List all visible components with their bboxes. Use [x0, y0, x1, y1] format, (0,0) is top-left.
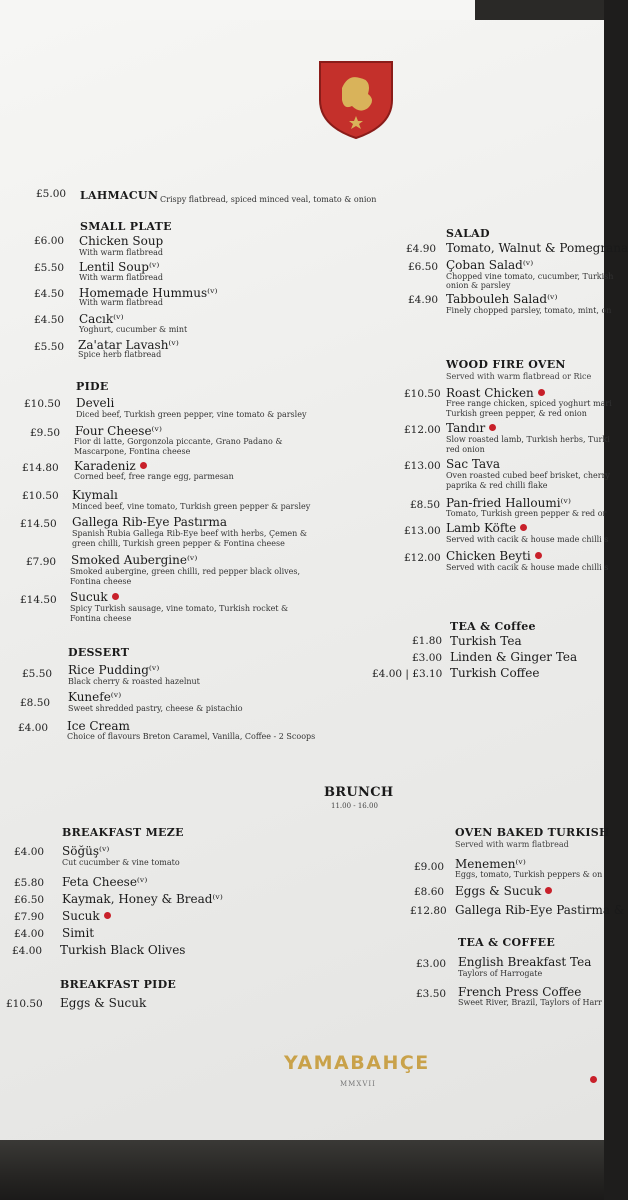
item-price: £4.00	[18, 722, 49, 734]
item-name: Rice Pudding⁽ᵛ⁾	[68, 663, 160, 677]
item-name: Chicken Beyti	[446, 549, 542, 563]
item-price: £7.90	[14, 911, 45, 923]
item-desc: Served with cacik & house made chilli s	[446, 563, 609, 572]
item-desc: Mascarpone, Fontina cheese	[74, 447, 191, 456]
item-name: English Breakfast Tea	[458, 955, 592, 969]
item-price: £10.50	[22, 490, 59, 502]
section-title-salad: SALAD	[446, 227, 490, 240]
item-desc: With warm flatbread	[79, 298, 164, 307]
item-price: £10.50	[6, 998, 43, 1010]
item-desc: Diced beef, Turkish green pepper, vine tomato & parsley	[76, 410, 307, 419]
item-price: £3.00	[412, 652, 443, 664]
item-desc: Spicy Turkish sausage, vine tomato, Turkish rocket &	[70, 604, 289, 613]
item-name: Sucuk	[62, 909, 111, 923]
item-name: Çoban Salad⁽ᵛ⁾	[446, 258, 534, 272]
item-name: Karadeniz	[74, 459, 147, 473]
item-desc: Smoked aubergine, green chilli, red pepper black olives,	[70, 567, 301, 576]
item-name: Feta Cheese⁽ᵛ⁾	[62, 875, 148, 889]
item-price: £9.00	[414, 861, 445, 873]
item-desc: Black cherry & roasted hazelnut	[68, 677, 200, 686]
item-desc: Eggs, tomato, Turkish peppers & on	[455, 870, 603, 879]
section-subtitle: Served with warm flatbread	[455, 840, 569, 849]
item-name: Turkish Tea	[450, 634, 522, 648]
brand-logo: YAMABAHÇE	[284, 1052, 430, 1074]
item-price: £10.50	[24, 398, 61, 410]
item-desc: Turkish green pepper, & red onion	[446, 409, 587, 418]
house-special-icon	[140, 462, 147, 469]
item-name: Eggs & Sucuk	[60, 996, 147, 1010]
item-price: £3.50	[416, 988, 447, 1000]
item-desc: Fontina cheese	[70, 577, 132, 586]
item-price: £1.80	[412, 635, 443, 647]
item-price: £13.00	[404, 460, 441, 472]
item-desc: Chopped vine tomato, cucumber, Turkish	[446, 272, 614, 281]
house-special-icon	[545, 887, 552, 894]
item-price: £12.80	[410, 905, 447, 917]
house-special-icon	[535, 552, 542, 559]
item-price: £4.00	[14, 928, 45, 940]
item-desc: Free range chicken, spiced yoghurt mari	[446, 399, 612, 408]
item-desc: Yoghurt, cucumber & mint	[79, 325, 188, 334]
item-name: Linden & Ginger Tea	[450, 650, 578, 664]
brunch-title: BRUNCH	[324, 785, 394, 800]
section-title-breakfast-pide: BREAKFAST PIDE	[60, 978, 177, 991]
item-price: £14.50	[20, 518, 57, 530]
item-name: Gallega Rib-Eye Pastirma &	[455, 903, 625, 917]
item-name: Za'atar Lavash⁽ᵛ⁾	[78, 338, 179, 352]
item-desc: Fior di latte, Gorgonzola piccante, Grano Padano &	[74, 437, 283, 446]
item-desc: red onion	[446, 445, 485, 454]
item-name: Smoked Aubergine⁽ᵛ⁾	[71, 553, 198, 567]
item-desc: Tomato, Turkish green pepper & red or	[446, 509, 607, 518]
item-name: Ice Cream	[67, 719, 130, 733]
item-name: Four Cheese⁽ᵛ⁾	[75, 424, 162, 438]
section-title-pide: PIDE	[76, 380, 109, 393]
item-price: £6.50	[408, 261, 439, 273]
item-price: £14.50	[20, 594, 57, 606]
item-name: Lentil Soup⁽ᵛ⁾	[79, 260, 160, 274]
item-name: Kıymalı	[72, 488, 118, 502]
brunch-hours: 11.00 - 16.00	[331, 802, 378, 810]
item-name: Turkish Coffee	[450, 666, 540, 680]
item-price: £6.50	[14, 894, 45, 906]
item-price: £4.90	[406, 243, 437, 255]
item-desc: With warm flatbread	[79, 248, 164, 257]
item-name: Simit	[62, 926, 95, 940]
item-price: £7.90	[26, 556, 57, 568]
item-desc: green chilli, Turkish green pepper & Fontina cheese	[72, 539, 285, 548]
item-price: £13.00	[404, 525, 441, 537]
section-title-wood-fire-oven: WOOD FIRE OVEN	[446, 358, 566, 371]
item-name: Cacık⁽ᵛ⁾	[79, 312, 124, 326]
section-title-breakfast-meze: BREAKFAST MEZE	[62, 826, 184, 839]
item-price: £10.50	[404, 388, 441, 400]
item-name: Menemen⁽ᵛ⁾	[455, 857, 526, 871]
item-price: £4.00	[12, 945, 43, 957]
item-name: Tandır	[446, 421, 496, 435]
item-desc: Spanish Rubia Gallega Rib-Eye beef with herbs, Çemen &	[72, 529, 307, 538]
item-name: Gallega Rib-Eye Pastırma	[72, 515, 228, 529]
item-price: £3.00	[416, 958, 447, 970]
house-special-icon	[590, 1076, 597, 1083]
item-desc: paprika & red chilli flake	[446, 481, 548, 490]
house-special-icon	[104, 912, 111, 919]
item-price: £5.50	[34, 341, 65, 353]
item-desc: Finely chopped parsley, tomato, mint, on	[446, 306, 612, 315]
section-title-tea-coffee: TEA & Coffee	[450, 620, 536, 633]
item-desc: Spice herb flatbread	[78, 350, 162, 359]
lahmacun-price: £5.00	[36, 188, 67, 200]
item-name: French Press Coffee	[458, 985, 582, 999]
item-name: Develi	[76, 396, 115, 410]
item-desc: Corned beef, free range egg, parmesan	[74, 472, 234, 481]
section-title-small-plate: SMALL PLATE	[80, 220, 172, 233]
item-name: Chicken Soup	[79, 234, 164, 248]
item-price: £4.00 | £3.10	[372, 668, 443, 680]
item-price: £12.00	[404, 552, 441, 564]
item-price: £8.60	[414, 886, 445, 898]
lahmacun-name: LAHMACUN	[80, 189, 159, 202]
item-name: Pan-fried Halloumi⁽ᵛ⁾	[446, 496, 571, 510]
item-price: £4.50	[34, 314, 65, 326]
item-price: £5.80	[14, 877, 45, 889]
item-name: Roast Chicken	[446, 386, 545, 400]
item-desc: Sweet shredded pastry, cheese & pistachio	[68, 704, 243, 713]
lahmacun-desc: Crispy flatbread, spiced minced veal, tomato & onion	[160, 195, 377, 204]
item-desc: Oven roasted cubed beef brisket, cherry	[446, 471, 610, 480]
item-name: Tomato, Walnut & Pomegrana	[446, 241, 628, 255]
item-name: Kaymak, Honey & Bread⁽ᵛ⁾	[62, 892, 223, 906]
item-name: Sac Tava	[446, 457, 501, 471]
item-desc: Sweet River, Brazil, Taylors of Harr	[458, 998, 602, 1007]
item-price: £8.50	[410, 499, 441, 511]
section-title-dessert: DESSERT	[68, 646, 130, 659]
section-subtitle: Served with warm flatbread or Rice	[446, 372, 592, 381]
brand-year: MMXVII	[340, 1080, 376, 1088]
section-title-oven-baked-turkish: OVEN BAKED TURKISH	[455, 826, 610, 839]
item-name: Sucuk	[70, 590, 119, 604]
house-special-icon	[112, 593, 119, 600]
item-desc: With warm flatbread	[79, 273, 164, 282]
item-desc: Fontina cheese	[70, 614, 132, 623]
item-desc: onion & parsley	[446, 281, 511, 290]
item-price: £5.50	[22, 668, 53, 680]
item-price: £14.80	[22, 462, 59, 474]
item-desc: Slow roasted lamb, Turkish herbs, Turki	[446, 435, 610, 444]
item-price: £6.00	[34, 235, 65, 247]
item-desc: Taylors of Harrogate	[458, 969, 543, 978]
item-price: £4.00	[14, 846, 45, 858]
item-name: Söğüş⁽ᵛ⁾	[62, 844, 110, 858]
section-title-brunch-tea-coffee: TEA & COFFEE	[458, 936, 556, 949]
item-name: Homemade Hummus⁽ᵛ⁾	[79, 286, 218, 300]
item-price: £12.00	[404, 424, 441, 436]
table-edge	[0, 1140, 604, 1200]
item-price: £4.50	[34, 288, 65, 300]
item-name: Kunefe⁽ᵛ⁾	[68, 690, 122, 704]
item-price: £4.90	[408, 294, 439, 306]
item-desc: Cut cucumber & vine tomato	[62, 858, 180, 867]
item-price: £5.50	[34, 262, 65, 274]
house-special-icon	[489, 424, 496, 431]
item-desc: Served with cacik & house made chilli s	[446, 535, 609, 544]
item-name: Turkish Black Olives	[60, 943, 186, 957]
item-name: Eggs & Sucuk	[455, 884, 552, 898]
item-price: £8.50	[20, 697, 51, 709]
item-name: Lamb Köfte	[446, 521, 527, 535]
item-desc: Minced beef, vine tomato, Turkish green pepper & parsley	[72, 502, 311, 511]
item-desc: Choice of flavours Breton Caramel, Vanilla, Coffee - 2 Scoops	[67, 732, 316, 741]
item-name: Tabbouleh Salad⁽ᵛ⁾	[446, 292, 558, 306]
house-special-icon	[538, 389, 545, 396]
crest-logo-icon	[318, 60, 394, 140]
item-price: £9.50	[30, 427, 61, 439]
house-special-icon	[520, 524, 527, 531]
